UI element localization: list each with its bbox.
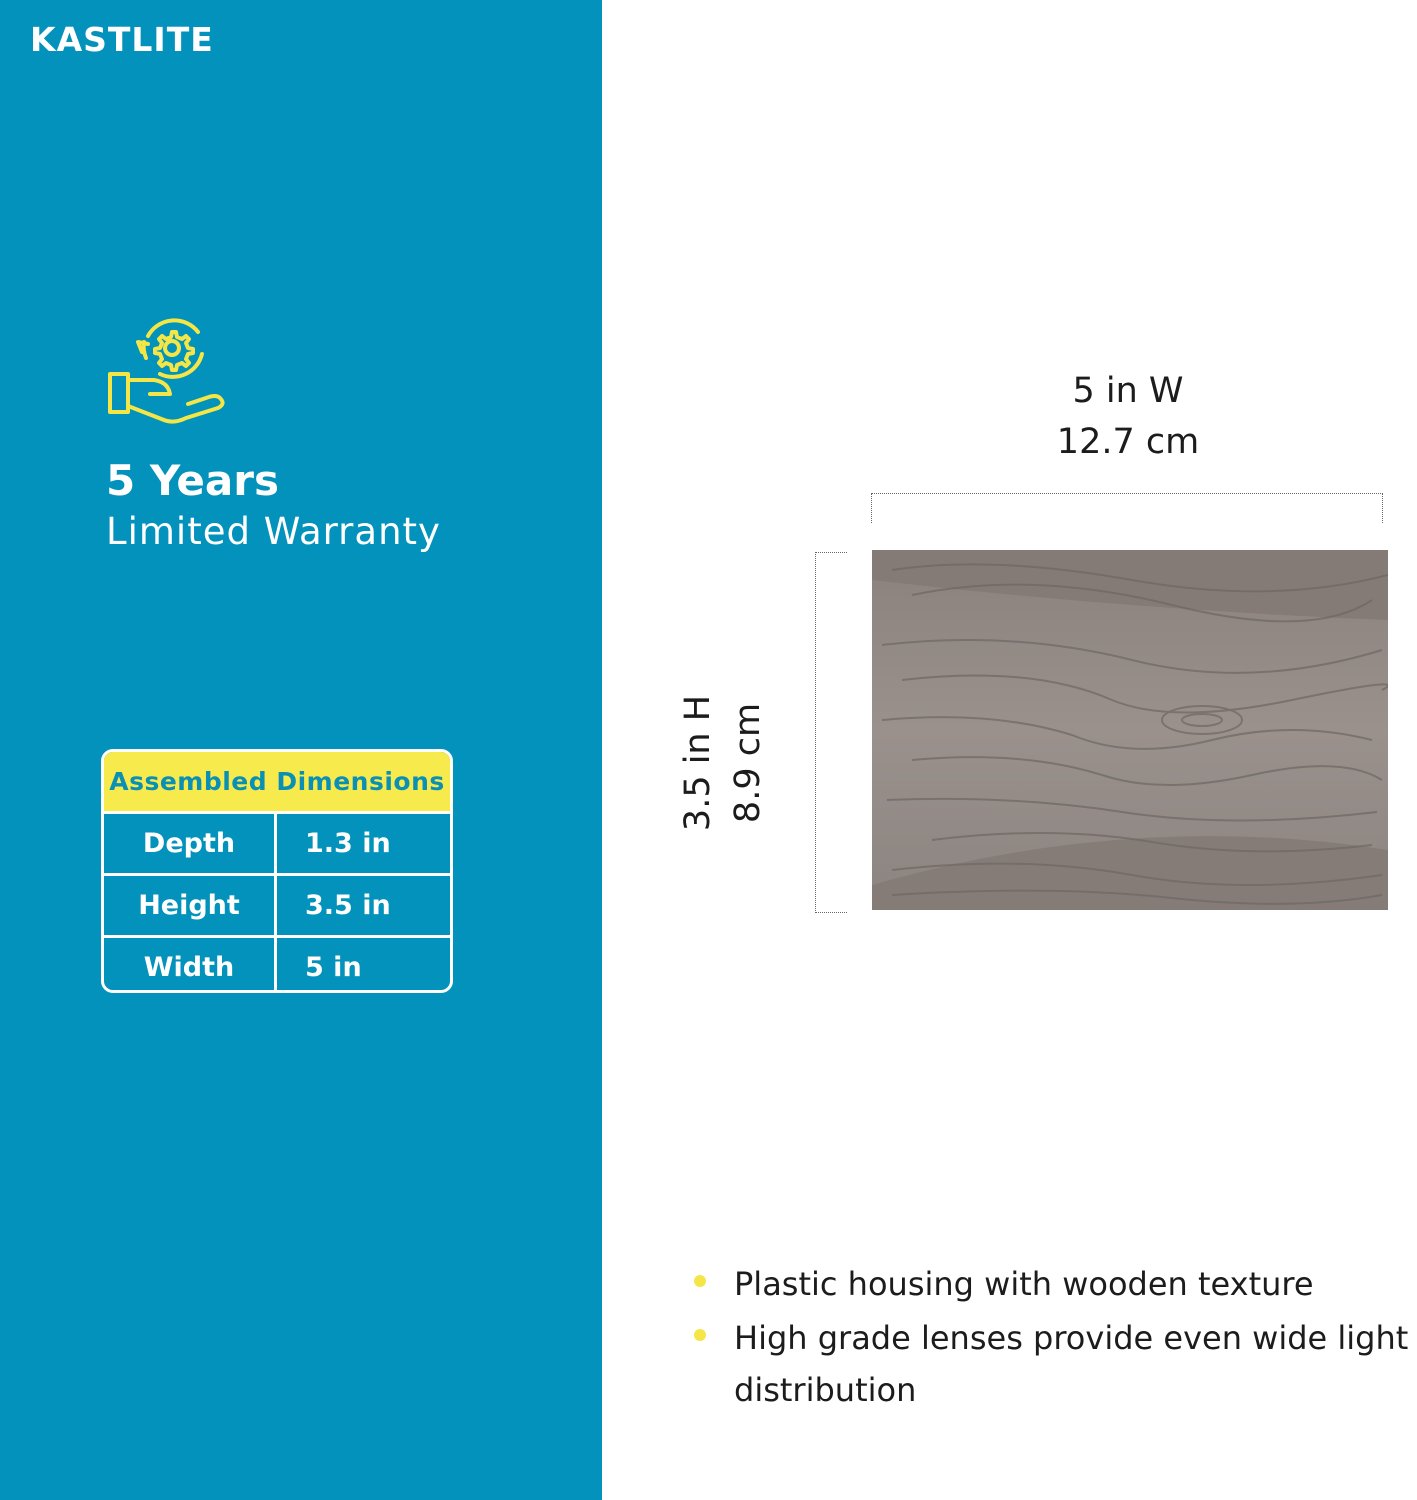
bullet-icon xyxy=(694,1275,706,1287)
height-measure-line xyxy=(815,552,847,913)
warranty-label: Limited Warranty xyxy=(106,510,441,553)
width-dimension-label xyxy=(1000,366,1256,468)
dimension-label: Width xyxy=(104,938,277,993)
dimensions-table-title: Assembled Dimensions xyxy=(104,752,450,814)
brand-logo: KASTLITE xyxy=(30,20,214,59)
height-centimeters: 8.9 cm xyxy=(728,702,768,824)
dimensions-table xyxy=(101,749,453,993)
dimension-value: 5 in xyxy=(305,952,362,983)
height-dimension-label xyxy=(673,673,783,853)
dimension-label: Height xyxy=(104,876,277,935)
table-row xyxy=(104,873,450,935)
dimension-value: 3.5 in xyxy=(305,890,391,921)
product-image xyxy=(872,550,1388,910)
list-item xyxy=(690,1258,1417,1310)
hand-gear-icon xyxy=(106,310,230,430)
left-panel xyxy=(0,0,602,1500)
feature-text: Plastic housing with wooden texture xyxy=(734,1265,1314,1303)
bullet-icon xyxy=(694,1329,706,1341)
dimension-label: Depth xyxy=(104,814,277,873)
feature-list xyxy=(690,1258,1417,1418)
width-measure-line xyxy=(871,493,1383,523)
width-inches: 5 in W xyxy=(1072,371,1184,411)
height-inches: 3.5 in H xyxy=(678,694,718,832)
list-item xyxy=(690,1312,1417,1416)
dimension-value: 1.3 in xyxy=(305,828,391,859)
width-centimeters: 12.7 cm xyxy=(1056,422,1200,462)
table-row xyxy=(104,935,450,993)
table-row xyxy=(104,814,450,873)
warranty-years: 5 Years xyxy=(106,456,279,505)
feature-text: High grade lenses provide even wide light distribution xyxy=(734,1319,1409,1409)
